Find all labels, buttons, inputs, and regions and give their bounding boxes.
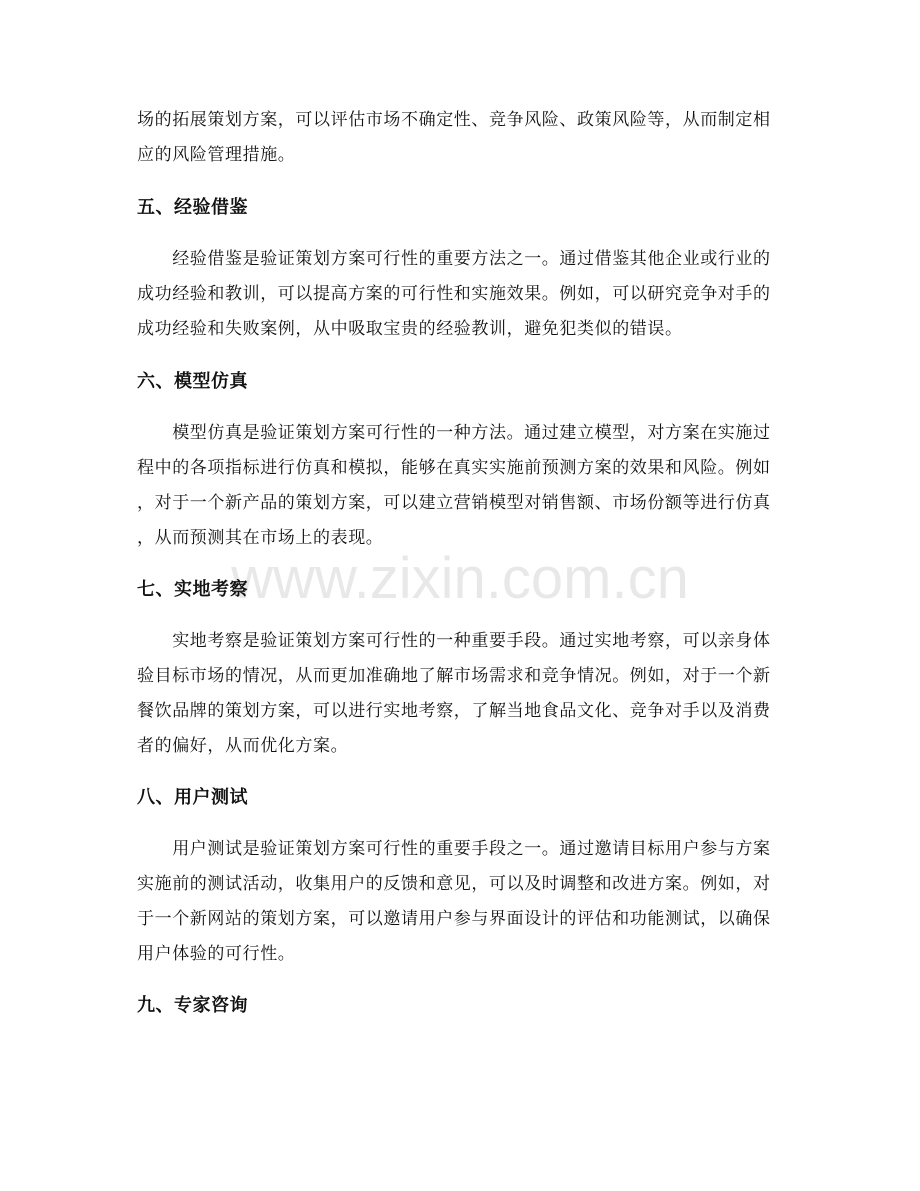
- paragraph-line: 成功经验和失败案例，从中吸取宝贵的经验教训，避免犯类似的错误。: [137, 319, 683, 339]
- section-heading-5: 五、经验借鉴: [137, 197, 248, 218]
- paragraph-line: 成功经验和教训，可以提高方案的可行性和实施效果。例如，可以研究竞争对手的: [137, 284, 771, 304]
- paragraph-line: 程中的各项指标进行仿真和模拟，能够在真实实施前预测方案的效果和风险。例如: [137, 458, 771, 478]
- section-paragraph-8: [137, 832, 787, 972]
- section-paragraph-6: [137, 416, 787, 556]
- paragraph-line: 实地考察是验证策划方案可行性的一种重要手段。通过实地考察，可以亲身体: [137, 631, 771, 651]
- paragraph-line: 者的偏好，从而优化方案。: [137, 736, 349, 756]
- paragraph-line: 场的拓展策划方案，可以评估市场不确定性、竞争风险、政策风险等，从而制定相: [137, 110, 771, 130]
- section-paragraph-5: [137, 242, 787, 347]
- section-heading-7: 七、实地考察: [137, 579, 248, 600]
- section-heading-6: 六、模型仿真: [137, 371, 248, 392]
- paragraph-line: 用户测试是验证策划方案可行性的重要手段之一。通过邀请目标用户参与方案: [137, 839, 771, 859]
- paragraph-line: 验目标市场的情况，从而更加准确地了解市场需求和竞争情况。例如，对于一个新: [137, 666, 771, 686]
- paragraph-line: ，对于一个新产品的策划方案，可以建立营销模型对销售额、市场份额等进行仿真: [137, 493, 771, 513]
- paragraph-line: 于一个新网站的策划方案，可以邀请用户参与界面设计的评估和功能测试，以确保: [137, 909, 771, 929]
- section-heading-9: 九、专家咨询: [137, 995, 248, 1016]
- paragraph-line: 餐饮品牌的策划方案，可以进行实地考察，了解当地食品文化、竞争对手以及消费: [137, 701, 771, 721]
- paragraph-line: 用户体验的可行性。: [137, 944, 296, 964]
- paragraph-line: ，从而预测其在市场上的表现。: [137, 528, 384, 548]
- paragraph-line: 实施前的测试活动，收集用户的反馈和意见，可以及时调整和改进方案。例如，对: [137, 874, 771, 894]
- paragraph-line: 经验借鉴是验证策划方案可行性的重要方法之一。通过借鉴其他企业或行业的: [137, 249, 771, 269]
- section-paragraph-7: [137, 624, 787, 764]
- paragraph-line: 模型仿真是验证策划方案可行性的一种方法。通过建立模型，对方案在实施过: [137, 423, 771, 443]
- paragraph-line: 应的风险管理措施。: [137, 145, 296, 165]
- watermark: www.zixin.com.cn: [231, 546, 689, 611]
- section-heading-8: 八、用户测试: [137, 787, 248, 808]
- intro-paragraph: [137, 103, 787, 173]
